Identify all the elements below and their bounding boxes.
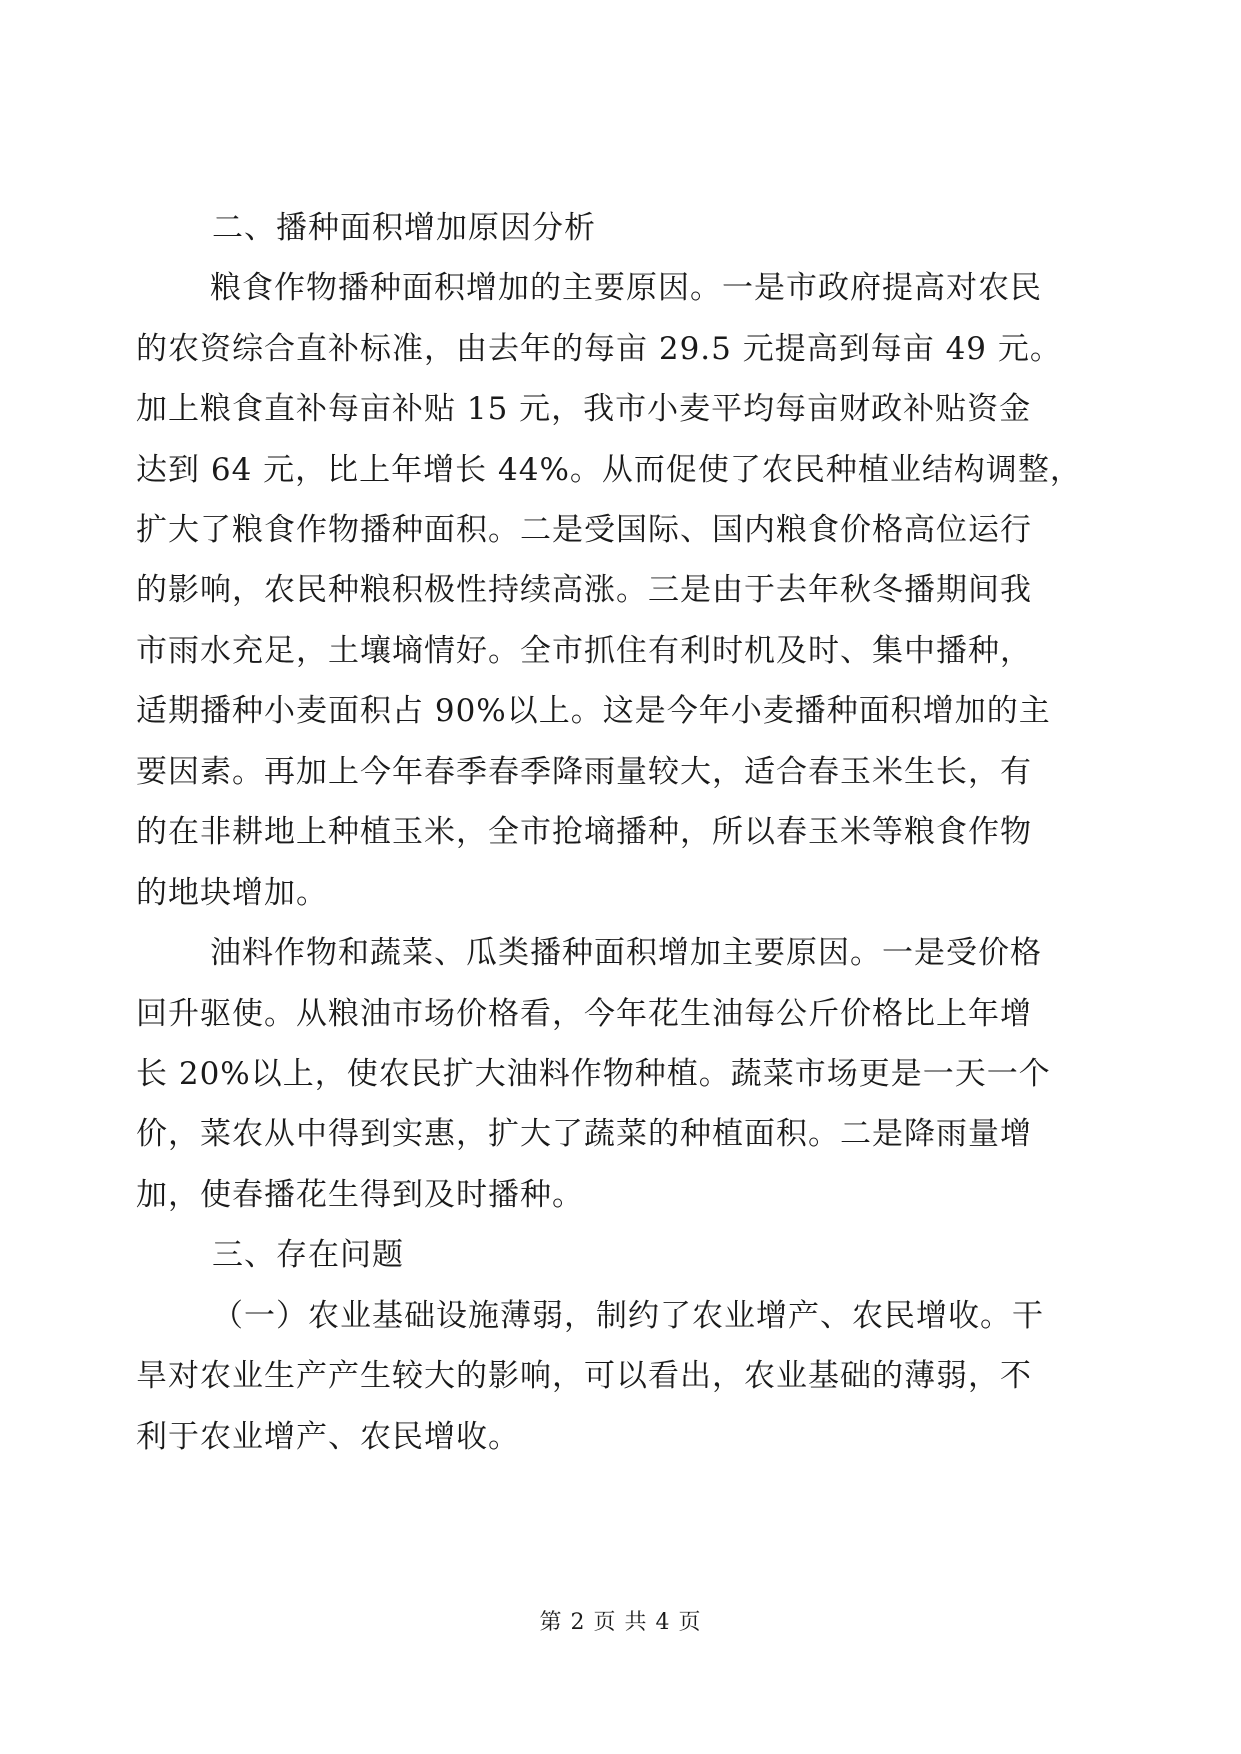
paragraph-line: 价，菜农从中得到实惠，扩大了蔬菜的种植面积。二是降雨量增 [136, 1116, 1032, 1152]
page-number-footer: 第 2 页 共 4 页 [539, 1610, 702, 1635]
paragraph-line: 适期播种小麦面积占 90%以上。这是今年小麦播种面积增加的主 [136, 693, 1051, 729]
paragraph-line: （一）农业基础设施薄弱，制约了农业增产、农民增收。干 [212, 1298, 1044, 1334]
paragraph-line: 油料作物和蔬菜、瓜类播种面积增加主要原因。一是受价格 [210, 935, 1042, 971]
paragraph-line: 达到 64 元，比上年增长 44%。从而促使了农民种植业结构调整， [136, 452, 1082, 488]
paragraph-line: 市雨水充足，土壤墒情好。全市抓住有利时机及时、集中播种， [136, 633, 1032, 669]
section-heading: 二、播种面积增加原因分析 [212, 210, 596, 246]
paragraph-line: 旱对农业生产产生较大的影响，可以看出，农业基础的薄弱，不 [136, 1358, 1032, 1394]
paragraph-line: 粮食作物播种面积增加的主要原因。一是市政府提高对农民 [210, 270, 1042, 306]
section-heading: 三、存在问题 [212, 1237, 404, 1273]
paragraph-line: 要因素。再加上今年春季春季降雨量较大，适合春玉米生长，有 [136, 754, 1032, 790]
paragraph-line: 的农资综合直补标准，由去年的每亩 29.5 元提高到每亩 49 元。 [136, 331, 1062, 367]
paragraph-line: 扩大了粮食作物播种面积。二是受国际、国内粮食价格高位运行 [136, 512, 1032, 548]
paragraph-line: 加上粮食直补每亩补贴 15 元，我市小麦平均每亩财政补贴资金 [136, 391, 1032, 427]
paragraph-line: 回升驱使。从粮油市场价格看，今年花生油每公斤价格比上年增 [136, 996, 1032, 1032]
paragraph-line: 的在非耕地上种植玉米，全市抢墒播种，所以春玉米等粮食作物 [136, 814, 1032, 850]
paragraph-line: 加，使春播花生得到及时播种。 [136, 1177, 584, 1213]
paragraph-line: 利于农业增产、农民增收。 [136, 1419, 520, 1455]
paragraph-line: 的影响，农民种粮积极性持续高涨。三是由于去年秋冬播期间我 [136, 572, 1032, 608]
paragraph-line: 长 20%以上，使农民扩大油料作物种植。蔬菜市场更是一天一个 [136, 1056, 1051, 1092]
paragraph-line: 的地块增加。 [136, 875, 328, 911]
